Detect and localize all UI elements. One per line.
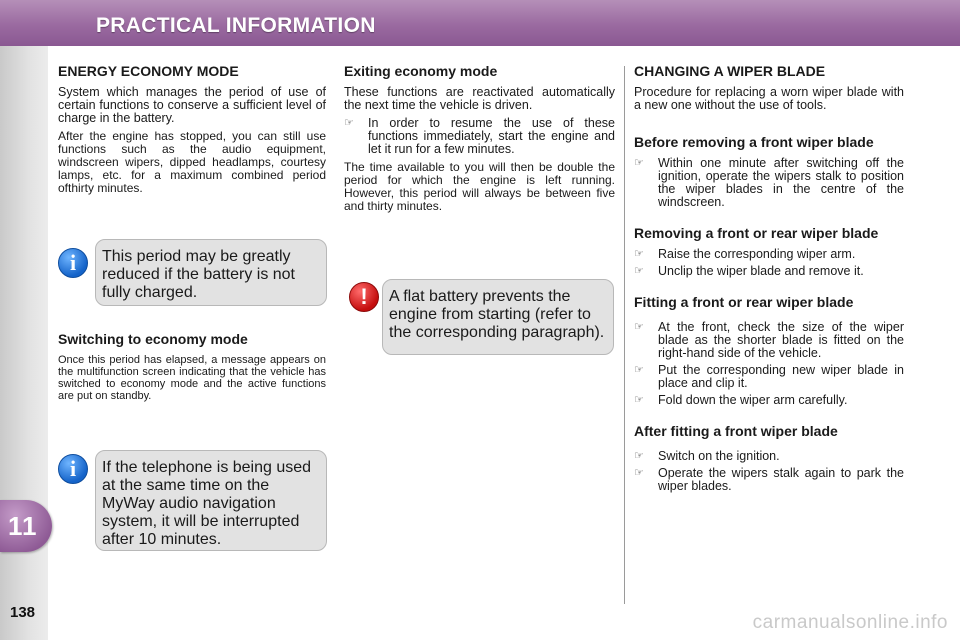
column-exiting-economy	[344, 58, 615, 218]
info-box-telephone	[95, 450, 327, 551]
column-wiper-blade	[634, 58, 904, 498]
info-icon: i	[58, 454, 88, 484]
list-item	[634, 394, 904, 407]
list-item-text: Raise the corresponding wiper arm.	[658, 247, 856, 261]
hand-pointer-icon: ☞	[634, 265, 644, 277]
list-item	[634, 450, 904, 463]
hand-pointer-icon: ☞	[634, 394, 644, 406]
switching-heading: Switching to economy mode	[58, 331, 248, 347]
column-energy-economy	[58, 58, 326, 200]
info-box-battery	[95, 239, 327, 306]
energy-economy-paragraph: After the engine has stopped, you can still use functions such as the audio equipment, windscreen wipers, dipped headlamps, courtesy lamps, etc. for a maximum combined period ofthirty minutes.	[58, 129, 326, 195]
watermark: carmanualsonline.info	[752, 612, 948, 633]
info-icon: i	[58, 248, 88, 278]
section-list	[634, 248, 904, 278]
page-header	[0, 0, 960, 46]
warning-icon: !	[349, 282, 379, 312]
section-heading: After fitting a front wiper blade	[634, 423, 838, 439]
list-item	[634, 467, 904, 493]
section-list	[634, 450, 904, 493]
list-item-text: Put the corresponding new wiper blade in place and clip it.	[658, 363, 904, 390]
list-item-text: Within one minute after switching off the ignition, operate the wipers stalk to position the wiper blades in the centre of the windscreen.	[658, 156, 904, 209]
list-item-text: Unclip the wiper blade and remove it.	[658, 264, 864, 278]
energy-economy-paragraph: System which manages the period of use of certain functions to conserve a sufficient level of charge in the battery.	[58, 85, 326, 125]
list-item-text: In order to resume the use of these functions immediately, start the engine and let it run for a few minutes.	[368, 116, 615, 156]
exiting-economy-heading: Exiting economy mode	[344, 63, 498, 79]
list-item-text: Switch on the ignition.	[658, 449, 780, 463]
exiting-economy-after-text: The time available to you will then be double the period for which the engine is left running. However, this period will always be between five and thirty minutes.	[344, 160, 615, 213]
energy-economy-heading: ENERGY ECONOMY MODE	[58, 63, 239, 79]
switching-section	[58, 331, 326, 407]
list-item	[634, 364, 904, 390]
exiting-economy-list	[344, 117, 615, 156]
hand-pointer-icon: ☞	[344, 117, 354, 129]
chapter-tab	[0, 500, 52, 552]
chapter-number: 11	[8, 511, 38, 541]
list-item-text: Operate the wipers stalk again to park the wiper blades.	[658, 466, 904, 493]
list-item	[634, 265, 904, 278]
exiting-economy-intro: These functions are reactivated automatically the next time the vehicle is driven.	[344, 85, 615, 112]
info-box-text: If the telephone is being used at the same time on the MyWay audio navigation system, it will be interrupted after 10 minutes.	[102, 459, 312, 548]
column-divider	[624, 66, 625, 604]
hand-pointer-icon: ☞	[634, 364, 644, 376]
list-item-text: Fold down the wiper arm carefully.	[658, 393, 848, 407]
section-list	[634, 157, 904, 209]
list-item-text: At the front, check the size of the wiper blade as the shorter blade is fitted on the right-hand side of the vehicle.	[658, 320, 904, 360]
section-list	[634, 321, 904, 407]
section-heading: Before removing a front wiper blade	[634, 134, 874, 150]
hand-pointer-icon: ☞	[634, 248, 644, 260]
page-title: PRACTICAL INFORMATION	[96, 14, 376, 37]
hand-pointer-icon: ☞	[634, 157, 644, 169]
wiper-blade-intro: Procedure for replacing a worn wiper blade with a new one without the use of tools.	[634, 85, 904, 112]
hand-pointer-icon: ☞	[634, 467, 644, 479]
warning-box-text: A flat battery prevents the engine from starting (refer to the corresponding paragraph).	[389, 288, 605, 341]
info-box-text: This period may be greatly reduced if the battery is not fully charged.	[102, 248, 295, 301]
section-heading: Fitting a front or rear wiper blade	[634, 294, 854, 310]
hand-pointer-icon: ☞	[634, 321, 644, 333]
warning-box-flat-battery	[382, 279, 614, 355]
section-heading: Removing a front or rear wiper blade	[634, 225, 879, 241]
page-number: 138	[10, 604, 36, 621]
list-item	[634, 248, 904, 261]
list-item	[344, 117, 615, 156]
wiper-blade-heading: CHANGING A WIPER BLADE	[634, 63, 826, 79]
list-item	[634, 321, 904, 360]
list-item	[634, 157, 904, 209]
switching-text: Once this period has elapsed, a message appears on the multifunction screen indicating that the vehicle has switched to economy mode and the active functions are put on standby.	[58, 354, 326, 402]
hand-pointer-icon: ☞	[634, 450, 644, 462]
